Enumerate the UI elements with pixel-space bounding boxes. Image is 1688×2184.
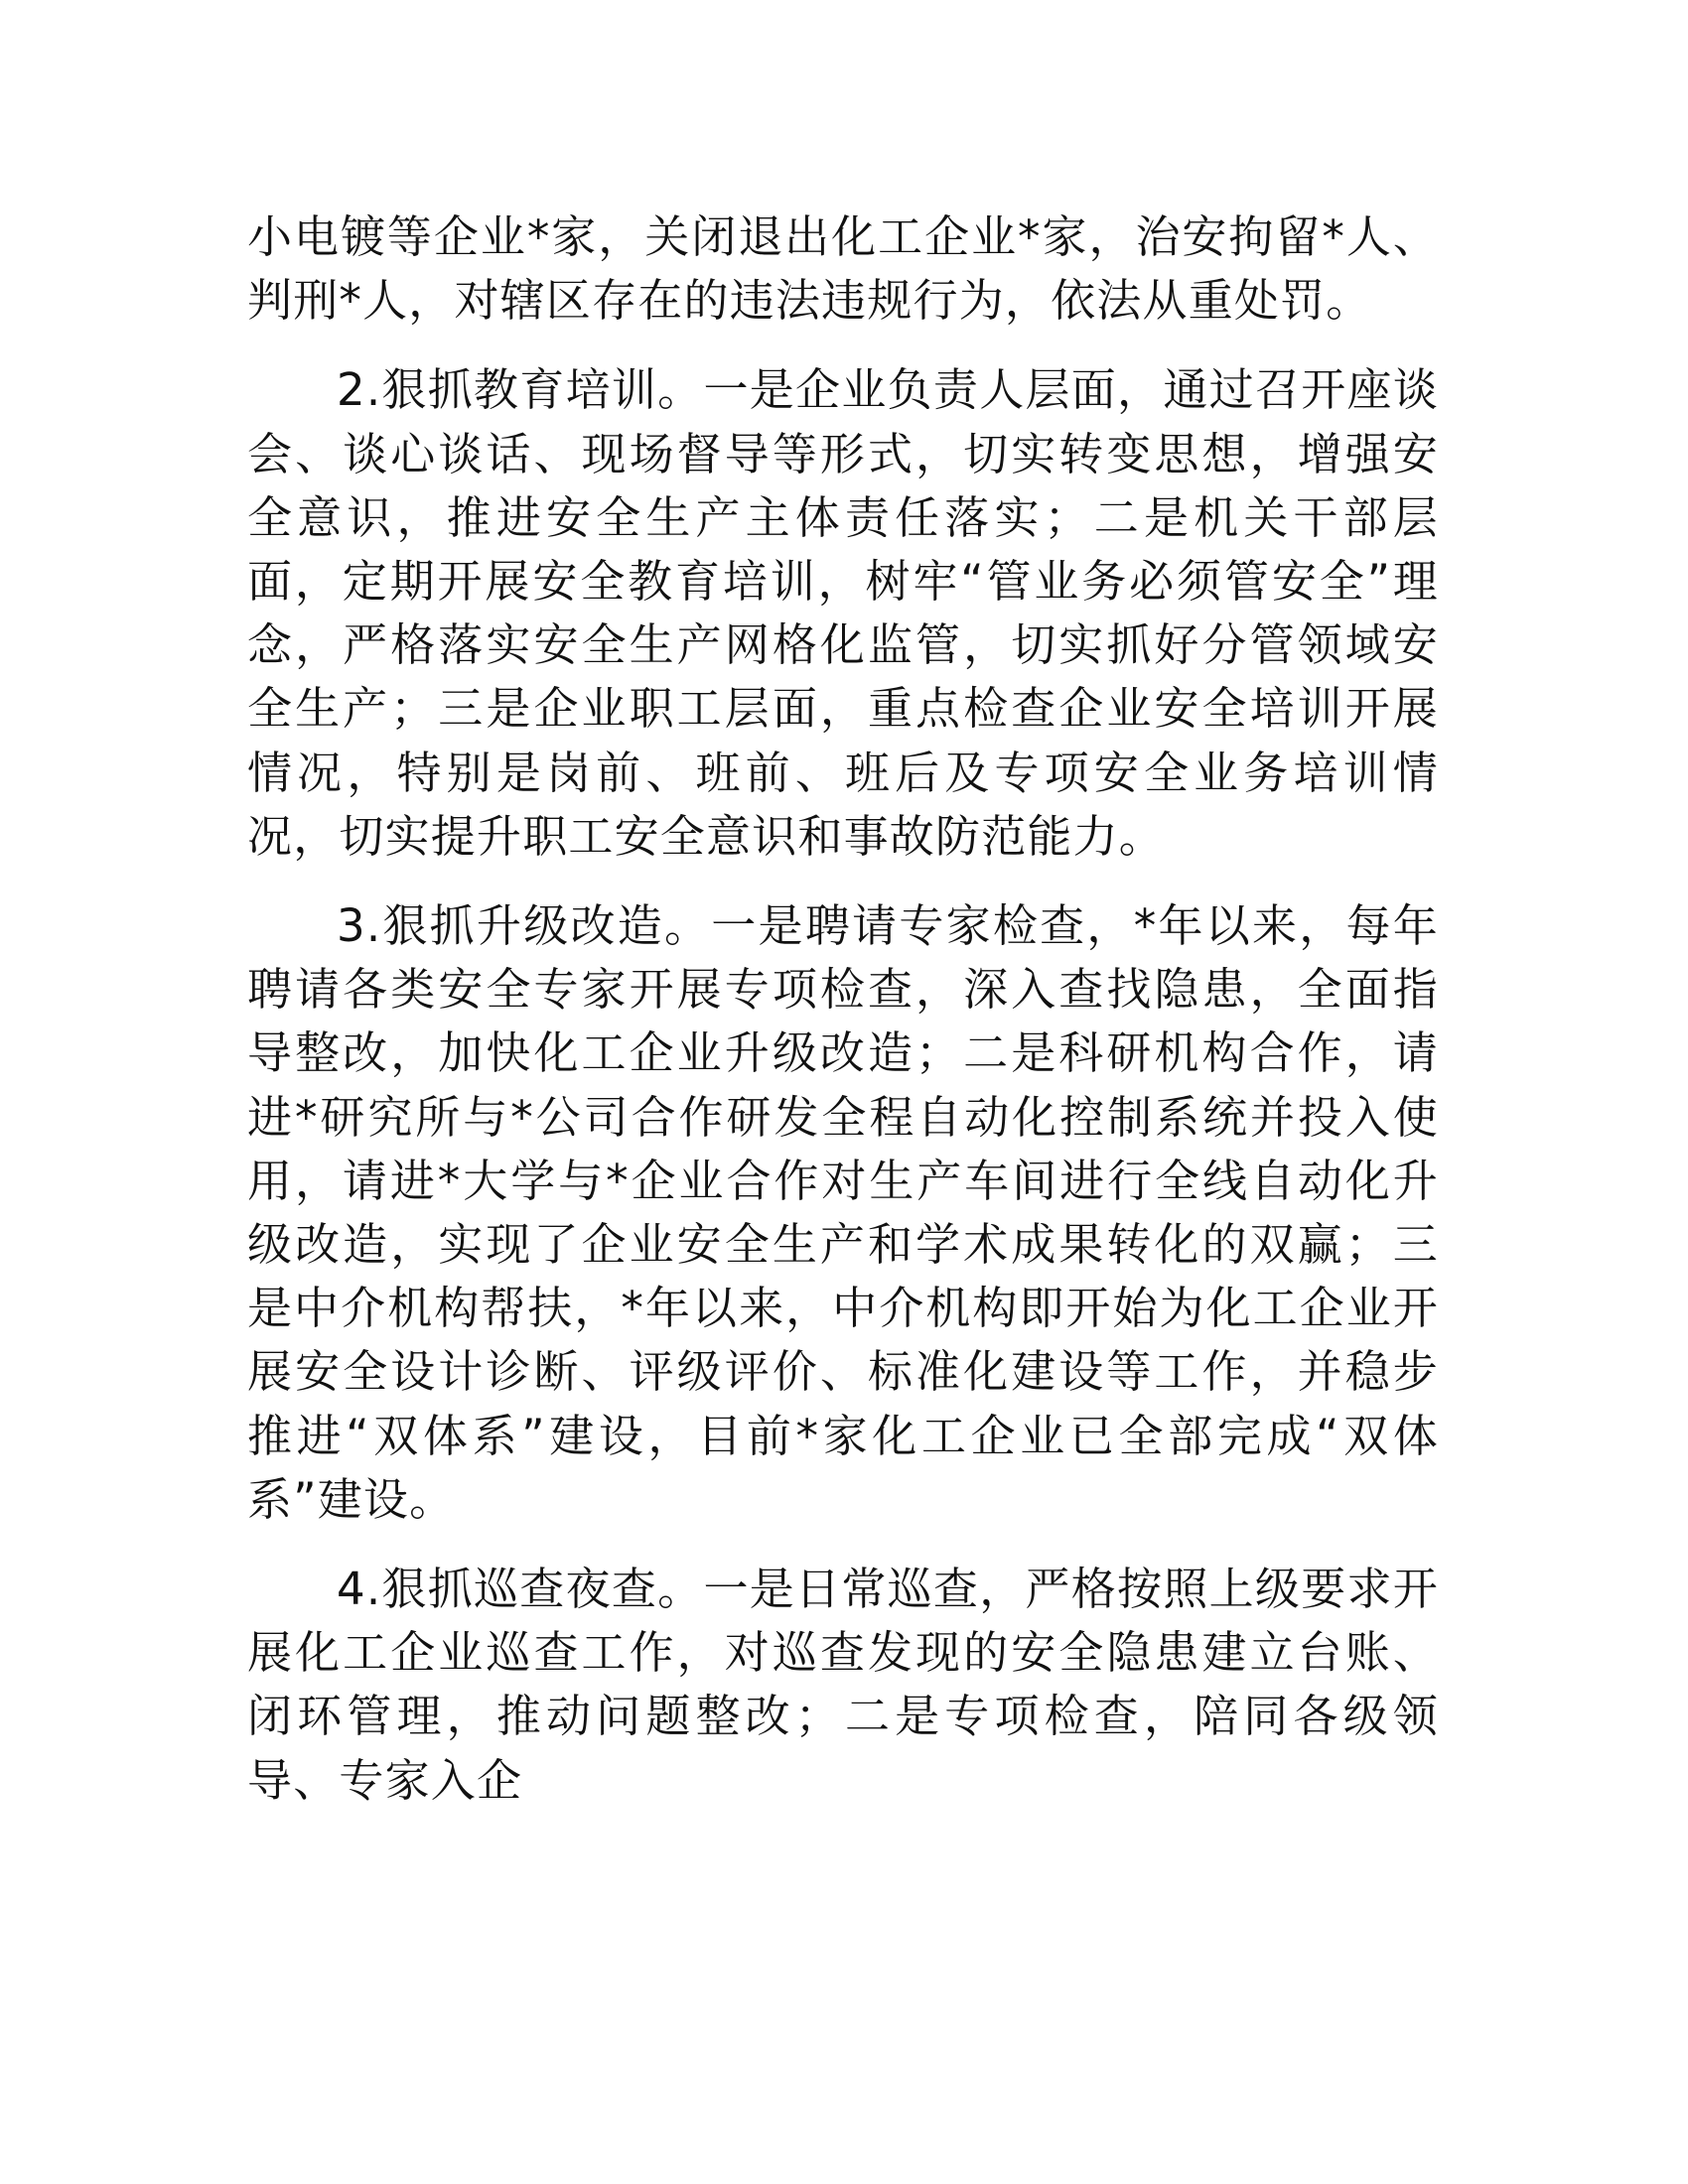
paragraph-upgrade-renovation: 3.狠抓升级改造。一是聘请专家检查，*年以来，每年聘请各类安全专家开展专项检查，深入查找隐患，全面指导整改，加快化工企业升级改造；二是科研机构合作，请进*研究所与*公司合作研发全程自动化控制系统并投入使用，请进*大学与*企业合作对生产车间进行全线自动化升级改造，实现了企业安全生产和学术成果转化的双赢；三是中介机构帮扶，*年以来，中介机构即开始为化工企业开展安全设计诊断、评级评价、标准化建设等工作，并稳步推进“双体系”建设，目前*家化工企业已全部完成“双体系”建设。	[247, 899, 1439, 1526]
paragraph-education-training: 2.狠抓教育培训。一是企业负责人层面，通过召开座谈会、谈心谈话、现场督导等形式，切实转变思想，增强安全意识，推进安全生产主体责任落实；二是机关干部层面，定期开展安全教育培训，树牢“管业务必须管安全”理念，严格落实安全生产网格化监管，切实抓好分管领域安全生产；三是企业职工层面，重点检查企业安全培训开展情况，特别是岗前、班前、班后及专项安全业务培训情况，切实提升职工安全意识和事故防范能力。	[247, 363, 1439, 863]
document-body	[247, 205, 1439, 1839]
paragraph-patrol-inspection: 4.狠抓巡查夜查。一是日常巡查，严格按照上级要求开展化工企业巡查工作，对巡查发现的安全隐患建立台账、闭环管理，推动问题整改；二是专项检查，陪同各级领导、专家入企	[247, 1563, 1439, 1807]
paragraph-continuation: 小电镀等企业*家，关闭退出化工企业*家，治安拘留*人、判刑*人，对辖区存在的违法违规行为，依法从重处罚。	[247, 210, 1439, 328]
